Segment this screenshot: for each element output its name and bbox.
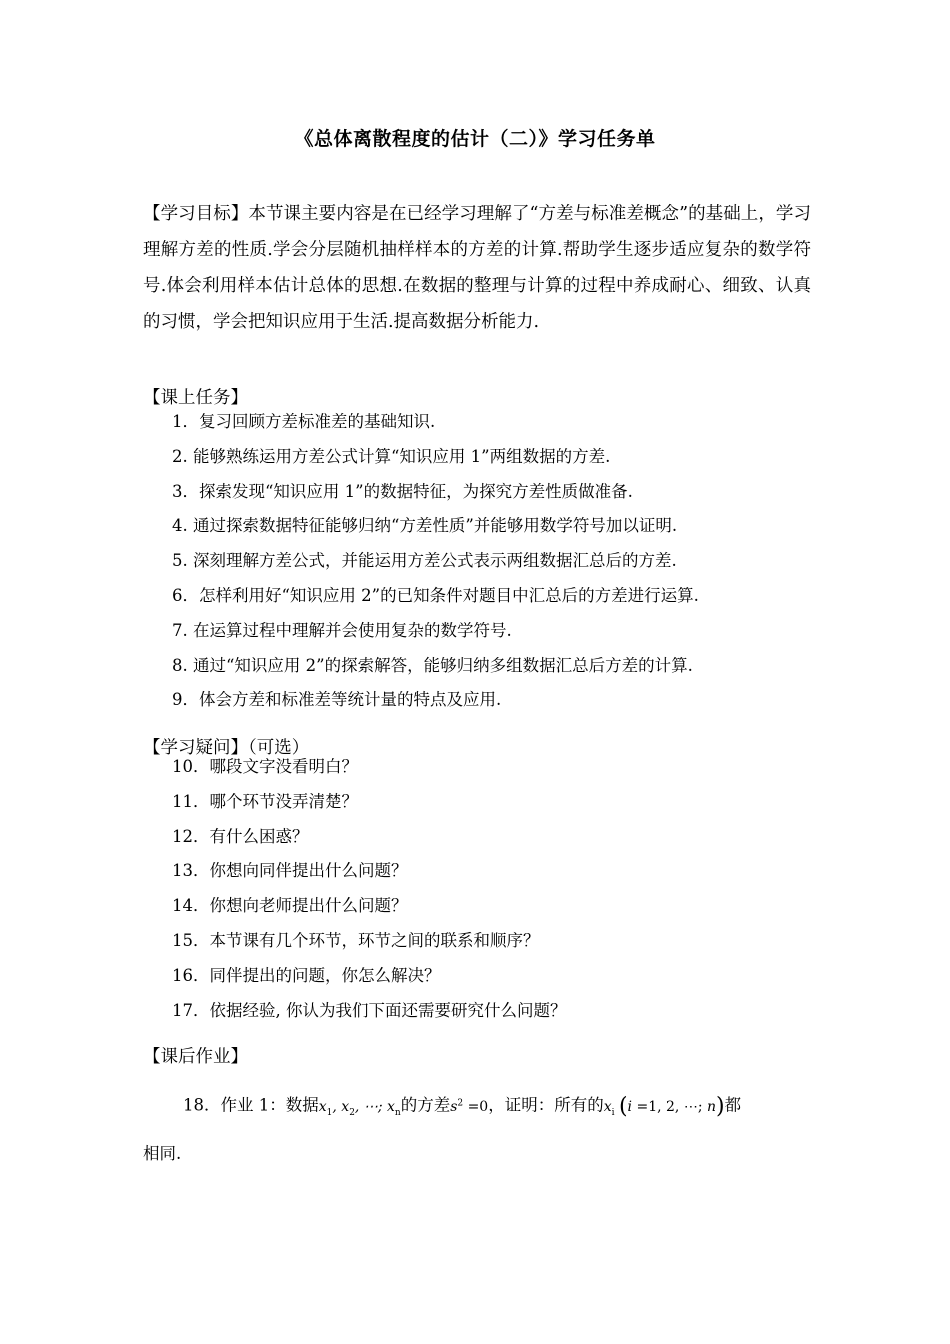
homework-paragraph bbox=[143, 1082, 811, 1175]
list-item: 16．同伴提出的问题，你怎么解决？ bbox=[172, 965, 441, 985]
class-tasks-heading: 【课上任务】 bbox=[143, 388, 248, 408]
list-item: 2. 能够熟练运用方差公式计算“知识应用 1”两组数据的方差. bbox=[172, 446, 611, 466]
math-index-range: $x_i$ (i =1, 2, ⋯; n) bbox=[603, 1093, 725, 1119]
list-item: 14．你想向老师提出什么问题？ bbox=[172, 896, 408, 916]
math-data-list: $x_1$, $x_2$, ⋯; $x_n$ bbox=[318, 1098, 401, 1118]
document-title: 《总体离散程度的估计（二）》学习任务单 bbox=[294, 128, 656, 150]
learning-objective-paragraph: 【学习目标】本节课主要内容是在已经学习理解了“方差与标准差概念”的基础上，学习理解方差的性质.学会分层随机抽样样本的方差的计算.帮助学生逐步适应复杂的数学符号.体会利用样本估计总体的思想.在数据的整理与计算的过程中养成耐心、细致、认真的习惯，学会把知识应用于生活.提高数据分析能力. bbox=[143, 204, 811, 332]
list-item: 6．怎样利用好“知识应用 2”的已知条件对题目中汇总后的方差进行运算. bbox=[172, 585, 699, 605]
list-item: 12．有什么困惑？ bbox=[172, 826, 309, 846]
list-item: 15．本节课有几个环节，环节之间的联系和顺序？ bbox=[172, 930, 540, 950]
questions-heading: 【学习疑问】（可选） bbox=[143, 738, 310, 758]
list-item: 13．你想向同伴提出什么问题？ bbox=[172, 861, 408, 881]
list-item: 7. 在运算过程中理解并会使用复杂的数学符号. bbox=[172, 620, 512, 640]
homework-text-3: 都 bbox=[724, 1095, 742, 1115]
list-item: 3．探索发现“知识应用 1”的数据特征，为探究方差性质做准备. bbox=[172, 481, 633, 501]
math-variance-eq: $s^2 =0$ bbox=[450, 1098, 489, 1115]
list-item: 10．哪段文字没看明白？ bbox=[172, 757, 358, 776]
list-item: 11．哪个环节没弄清楚？ bbox=[172, 791, 358, 811]
homework-text-4: 相同. bbox=[143, 1144, 182, 1164]
list-item: 8. 通过“知识应用 2”的探索解答，能够归纳多组数据汇总后方差的计算. bbox=[172, 655, 693, 675]
homework-prefix: 18．作业 1：数据 bbox=[183, 1095, 319, 1115]
questions-list bbox=[172, 750, 567, 1028]
list-item: 1．复习回顾方差标准差的基础知识. bbox=[172, 412, 436, 431]
list-item: 4. 通过探索数据特征能够归纳“方差性质”并能够用数学符号加以证明. bbox=[172, 516, 678, 536]
list-item: 17．依据经验, 你认为我们下面还需要研究什么问题？ bbox=[172, 1000, 567, 1020]
list-item: 5. 深刻理解方差公式，并能运用方差公式表示两组数据汇总后的方差. bbox=[172, 551, 677, 571]
class-tasks-list bbox=[172, 405, 699, 718]
homework-heading: 【课后作业】 bbox=[143, 1047, 248, 1067]
list-item: 9．体会方差和标准差等统计量的特点及应用. bbox=[172, 690, 502, 710]
homework-text-1: 的方差 bbox=[400, 1095, 451, 1115]
homework-text-2: ，证明：所有的 bbox=[488, 1095, 604, 1115]
